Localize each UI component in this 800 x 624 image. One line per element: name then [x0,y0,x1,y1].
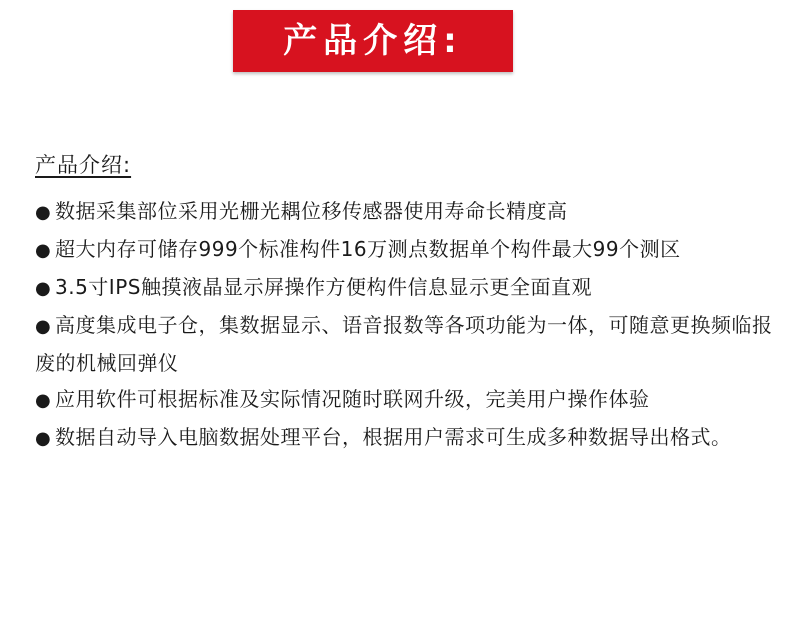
section-banner [233,10,513,72]
banner-title: 产品介绍: [283,21,463,61]
bullet-icon: ● [35,428,52,449]
feature-list [35,193,775,457]
bullet-icon: ● [35,390,52,411]
feature-text: 超大内存可储存999个标准构件16万测点数据单个构件最大99个测区 [55,237,681,261]
bullet-icon: ● [35,202,52,223]
feature-item [35,193,775,231]
feature-text: 应用软件可根据标准及实际情况随时联网升级，完美用户操作体验 [55,387,650,411]
feature-item [35,231,775,269]
feature-text: 数据自动导入电脑数据处理平台，根据用户需求可生成多种数据导出格式。 [55,425,732,449]
feature-item [35,269,775,307]
feature-item [35,419,775,457]
feature-text: 3.5寸IPS触摸液晶显示屏操作方便构件信息显示更全面直观 [55,275,592,299]
intro-subtitle: 产品介绍: [35,153,132,177]
feature-item [35,307,775,381]
feature-item [35,381,775,419]
feature-text: 数据采集部位采用光栅光耦位移传感器使用寿命长精度高 [55,199,568,223]
bullet-icon: ● [35,278,52,299]
bullet-icon: ● [35,316,52,337]
feature-text: 高度集成电子仓，集数据显示、语音报数等各项功能为一体，可随意更换频临报废的机械回弹仪 [35,313,773,375]
bullet-icon: ● [35,240,52,261]
